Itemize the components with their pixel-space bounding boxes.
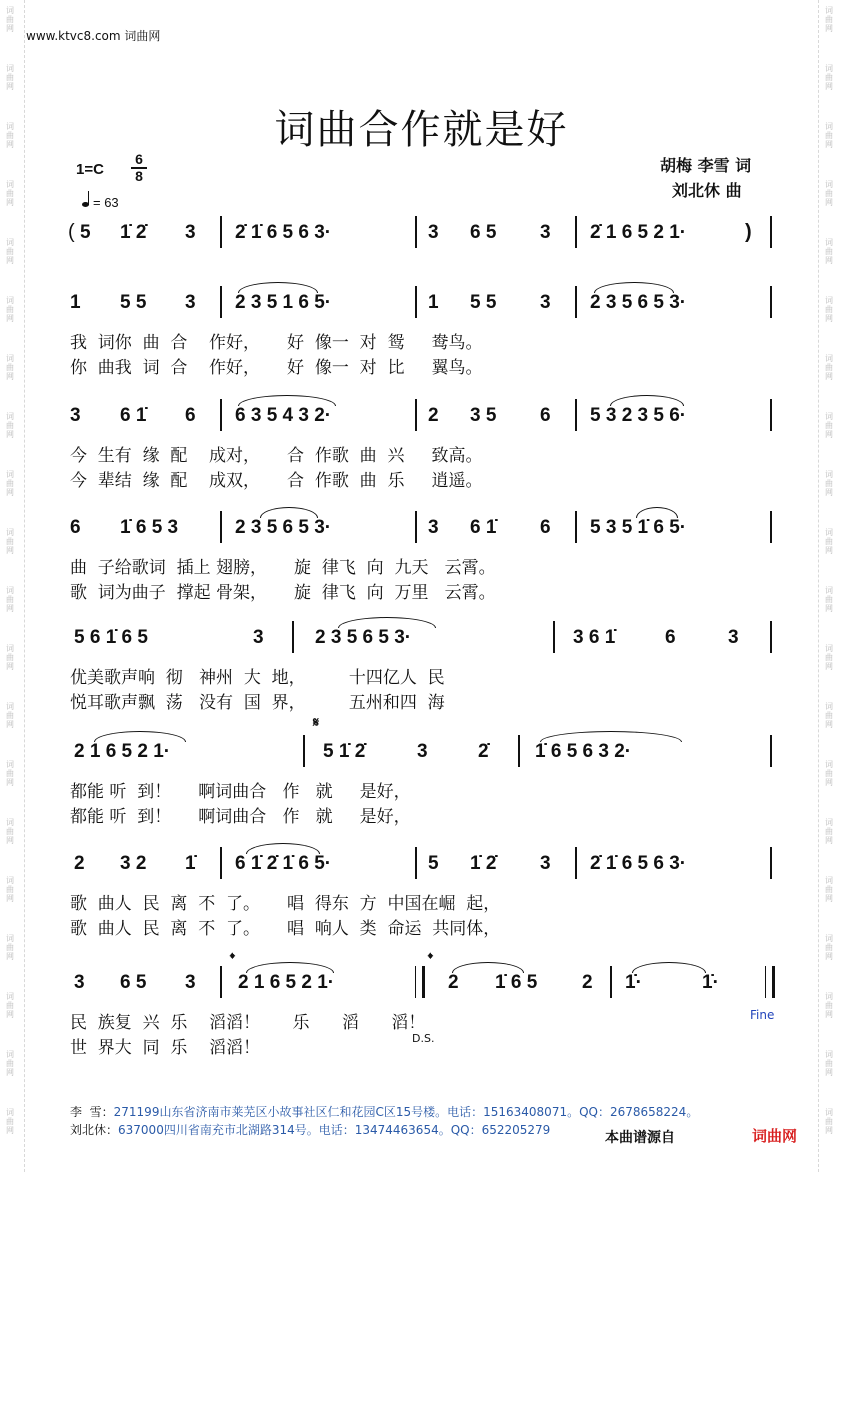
notes-line <box>70 714 790 765</box>
time-signature-bottom: 8 <box>135 168 143 184</box>
note-group: 3 <box>185 292 196 313</box>
note-group: 1̇· <box>625 972 642 993</box>
barline <box>415 399 417 431</box>
watermark-text: 词 曲 网 <box>6 180 14 207</box>
lyrics-verse-1: 曲 子给歌词 插上 翅膀， 旋 律飞 向 九天 云霄。 <box>70 558 496 578</box>
score-row-3 <box>70 405 790 525</box>
watermark-text: 词 曲 网 <box>6 238 14 265</box>
watermark-text: 词 曲 网 <box>825 876 833 903</box>
barline <box>575 286 577 318</box>
watermark-text: 词 曲 网 <box>825 6 833 33</box>
song-title: 词曲合作就是好 <box>274 107 569 153</box>
notes-line <box>70 853 790 877</box>
note-group: 6 <box>185 405 196 426</box>
source-label: 本曲谱源自 <box>605 1130 675 1146</box>
watermark-text: 词 曲 网 <box>825 470 833 497</box>
lyrics-verse-2: 你 曲我 词 合 作好， 好 像一 对 比 翼鸟。 <box>70 358 483 378</box>
quarter-note-icon <box>82 202 89 207</box>
barline <box>575 511 577 543</box>
lyrics-verse-2: 世 界大 同 乐 滔滔！ <box>70 1038 261 1058</box>
watermark-text: 词 曲 网 <box>825 1050 833 1077</box>
barline <box>770 399 772 431</box>
note-group: 5 5 <box>470 292 497 313</box>
watermark-text: 词 曲 网 <box>825 992 833 1019</box>
barline <box>770 511 772 543</box>
repeat-paren-open: ( <box>68 221 75 243</box>
lyrics-verse-1: 优美歌声响 彻 神州 大 地， 十四亿人 民 <box>70 668 445 688</box>
note-group: 1̇ 6 5 <box>495 972 538 993</box>
lyrics-verse-2: 悦耳歌声飘 荡 没有 国 界， 五州和四 海 <box>70 693 445 713</box>
note-group: 2̇ 1 6 5 2 1· <box>590 222 687 243</box>
segno-icon: 𝄋 <box>313 714 320 730</box>
note-group: 2 1 6 5 2 1· <box>238 972 335 993</box>
notes-line <box>70 950 790 996</box>
lyrics-verse-2: 今 辈结 缘 配 成双， 合 作歌 曲 乐 逍遥。 <box>70 471 483 491</box>
watermark-text: 词 曲 网 <box>825 528 833 555</box>
notes-line <box>70 405 790 429</box>
note-group: 6 1̇ <box>470 517 497 538</box>
note-group: 1 <box>428 292 439 313</box>
barline <box>610 966 612 998</box>
left-margin-watermark <box>0 0 25 1172</box>
note-group: 6 <box>540 517 551 538</box>
note-group: 3 <box>540 853 551 874</box>
coda-icon: 𝄌 <box>230 950 235 966</box>
score-row-6 <box>70 714 790 861</box>
notes-line <box>70 517 790 541</box>
watermark-text: 词 曲 网 <box>6 6 14 33</box>
barline <box>220 511 222 543</box>
barline <box>770 216 772 248</box>
tempo-marking <box>82 195 119 210</box>
watermark-text: 词 曲 网 <box>825 296 833 323</box>
final-barline <box>765 966 775 998</box>
watermark-text: 词 曲 网 <box>825 122 833 149</box>
watermark-text: 词 曲 网 <box>6 760 14 787</box>
note-group: 3 <box>74 972 85 993</box>
note-group: 3 <box>540 292 551 313</box>
note-group: 3 2 <box>120 853 147 874</box>
notes-line <box>70 292 790 316</box>
note-group: 1̇ 2̇ <box>470 853 497 874</box>
watermark-text: 词 曲 网 <box>6 122 14 149</box>
lyrics-verse-1: 我 词你 曲 合 作好， 好 像一 对 鸳 鸯鸟。 <box>70 333 483 353</box>
watermark-text: 词 曲 网 <box>6 528 14 555</box>
lyrics-verse-1: 都能 听 到！ 啊词曲合 作 就 是好， <box>70 782 411 802</box>
note-group: 1̇· <box>702 972 719 993</box>
contact-detail: 637000四川省南充市北湖路314号。电话：13474463654。QQ：652205279 <box>118 1123 551 1137</box>
coda-icon: 𝄌 <box>428 950 433 966</box>
watermark-text: 词 曲 网 <box>6 412 14 439</box>
note-group: 3 6 1̇ <box>573 627 616 648</box>
watermark-text: 词 曲 网 <box>825 818 833 845</box>
lyrics-verse-1: 民 族复 兴 乐 滔滔！ 乐 滔 滔！ <box>70 1013 426 1033</box>
score-row-2 <box>70 292 790 412</box>
watermark-text: 词 曲 网 <box>825 702 833 729</box>
barline <box>553 621 555 653</box>
note-group: 1̇ 2̇ <box>120 222 147 243</box>
note-group: 6 1̇ 2̇ 1̇ 6 5· <box>235 853 332 874</box>
barline <box>415 286 417 318</box>
note-group: 2 3 5 6 5 3· <box>315 627 412 648</box>
barline <box>220 966 222 998</box>
watermark-text: 词 曲 网 <box>825 64 833 91</box>
barline <box>575 216 577 248</box>
note-group: 6 <box>665 627 676 648</box>
contact-name: 李 雪： <box>70 1105 114 1119</box>
note-group: 3 <box>417 741 428 762</box>
barline <box>575 399 577 431</box>
site-logo[interactable]: 词曲网 <box>752 1127 798 1145</box>
note-group: 3 <box>428 222 439 243</box>
note-group: 2̇ 1̇ 6 5 6 3· <box>590 853 687 874</box>
watermark-text: 词 曲 网 <box>825 934 833 961</box>
watermark-text: 词 曲 网 <box>6 1108 14 1135</box>
watermark-text: 词 曲 网 <box>825 238 833 265</box>
note-group: 6 3 5 4 3 2· <box>235 405 332 426</box>
note-group: 6 <box>70 517 81 538</box>
note-group: 2 <box>582 972 593 993</box>
note-group: 5 6 1̇ 6 5 <box>74 627 148 648</box>
note-group: 6 5 <box>470 222 497 243</box>
watermark-text: 词 曲 网 <box>6 702 14 729</box>
barline <box>575 847 577 879</box>
note-group: 6 5 <box>120 972 147 993</box>
score-row-4 <box>70 517 790 637</box>
note-group: 3 <box>185 972 196 993</box>
fine-marking: Fine <box>750 1008 775 1022</box>
lyrics-verse-2: 歌 词为曲子 撑起 骨架， 旋 律飞 向 万里 云霄。 <box>70 583 496 603</box>
barline <box>292 621 294 653</box>
watermark-text: 词 曲 网 <box>6 64 14 91</box>
repeat-paren-close: ) <box>745 221 752 243</box>
watermark-text: 词 曲 网 <box>6 934 14 961</box>
note-group: 2 <box>74 853 85 874</box>
barline <box>518 735 520 767</box>
watermark-text: 词 曲 网 <box>825 1108 833 1135</box>
contact-detail: 271199山东省济南市莱芜区小故事社区仁和花园C区15号楼。电话：15163408071。QQ：2678658224。 <box>113 1105 699 1119</box>
watermark-text: 词 曲 网 <box>825 586 833 613</box>
note-group: 3 <box>185 222 196 243</box>
barline <box>220 286 222 318</box>
watermark-text: 词 曲 网 <box>6 992 14 1019</box>
note-group: 3 <box>70 405 81 426</box>
barline <box>415 511 417 543</box>
barline <box>415 216 417 248</box>
double-barline <box>415 966 425 998</box>
note-group: 1̇ 6 5 6 3 2· <box>535 741 632 762</box>
watermark-text: 词 曲 网 <box>6 470 14 497</box>
time-signature <box>131 152 147 184</box>
barline <box>770 735 772 767</box>
ds-marking: D.S. <box>412 1032 435 1045</box>
barline <box>770 847 772 879</box>
watermark-text: 词 曲 网 <box>825 644 833 671</box>
note-group: 5 3 5 1̇ 6 5· <box>590 517 687 538</box>
lyrics-verse-1: 今 生有 缘 配 成对， 合 作歌 曲 兴 致高。 <box>70 446 483 466</box>
lyrics-verse-2: 都能 听 到！ 啊词曲合 作 就 是好， <box>70 807 411 827</box>
barline <box>220 847 222 879</box>
key-signature: 1=C <box>76 161 104 178</box>
site-header[interactable]: www.ktvc8.com 词曲网 <box>26 29 161 43</box>
note-group: 2 <box>448 972 459 993</box>
watermark-text: 词 曲 网 <box>6 876 14 903</box>
lyrics-verse-1: 歌 曲人 民 离 不 了。 唱 得东 方 中国在崛 起， <box>70 894 501 914</box>
watermark-text: 词 曲 网 <box>6 644 14 671</box>
time-signature-top: 6 <box>131 152 147 169</box>
note-group: 2̇ 1̇ 6 5 6 3· <box>235 222 332 243</box>
composer-credit: 刘北休 曲 <box>672 181 742 200</box>
note-group: 1 <box>70 292 81 313</box>
barline <box>770 286 772 318</box>
score-row-8 <box>70 950 790 1092</box>
note-group: 2̇ <box>478 741 489 762</box>
note-group: 2 <box>428 405 439 426</box>
note-group: 5 <box>428 853 439 874</box>
barline <box>220 399 222 431</box>
note-group: 1̇ 6 5 3 <box>120 517 179 538</box>
note-group: 3 <box>540 222 551 243</box>
note-group: 2 1 6 5 2 1· <box>74 741 171 762</box>
right-margin-watermark <box>818 0 843 1172</box>
note-group: 1̇ <box>185 853 196 874</box>
watermark-text: 词 曲 网 <box>6 1050 14 1077</box>
note-group: 5 <box>80 222 91 243</box>
note-group: 2 3 5 1 6 5· <box>235 292 332 313</box>
note-group: 5 3 2 3 5 6· <box>590 405 687 426</box>
watermark-text: 词 曲 网 <box>6 818 14 845</box>
note-group: 5 5 <box>120 292 147 313</box>
watermark-text: 词 曲 网 <box>6 586 14 613</box>
note-group: 3 5 <box>470 405 497 426</box>
watermark-text: 词 曲 网 <box>6 296 14 323</box>
watermark-text: 词 曲 网 <box>825 354 833 381</box>
note-group: 6 <box>540 405 551 426</box>
watermark-text: 词 曲 网 <box>825 180 833 207</box>
barline <box>770 621 772 653</box>
watermark-text: 词 曲 网 <box>825 412 833 439</box>
note-group: 2 3 5 6 5 3· <box>590 292 687 313</box>
lyrics-verse-2: 歌 曲人 民 离 不 了。 唱 响人 类 命运 共同体， <box>70 919 501 939</box>
note-group: 6 1̇ <box>120 405 147 426</box>
note-group: 3 <box>728 627 739 648</box>
barline <box>303 735 305 767</box>
notes-line <box>70 627 790 651</box>
contact-name: 刘北休： <box>70 1123 119 1137</box>
lyricist-credit: 胡梅 李雪 词 <box>660 156 752 175</box>
contact-line-1 <box>70 1103 698 1120</box>
watermark-text: 词 曲 网 <box>6 354 14 381</box>
notes-line <box>70 222 790 246</box>
barline <box>220 216 222 248</box>
contact-line-2 <box>70 1121 550 1138</box>
watermark-text: 词 曲 网 <box>825 760 833 787</box>
note-group: 3 <box>253 627 264 648</box>
score-row-5 <box>70 627 790 747</box>
note-group: 3 <box>428 517 439 538</box>
note-group: 2 3 5 6 5 3· <box>235 517 332 538</box>
barline <box>415 847 417 879</box>
note-group: 5 1̇ 2̇ <box>323 741 366 762</box>
tempo-value: = 63 <box>93 195 119 210</box>
